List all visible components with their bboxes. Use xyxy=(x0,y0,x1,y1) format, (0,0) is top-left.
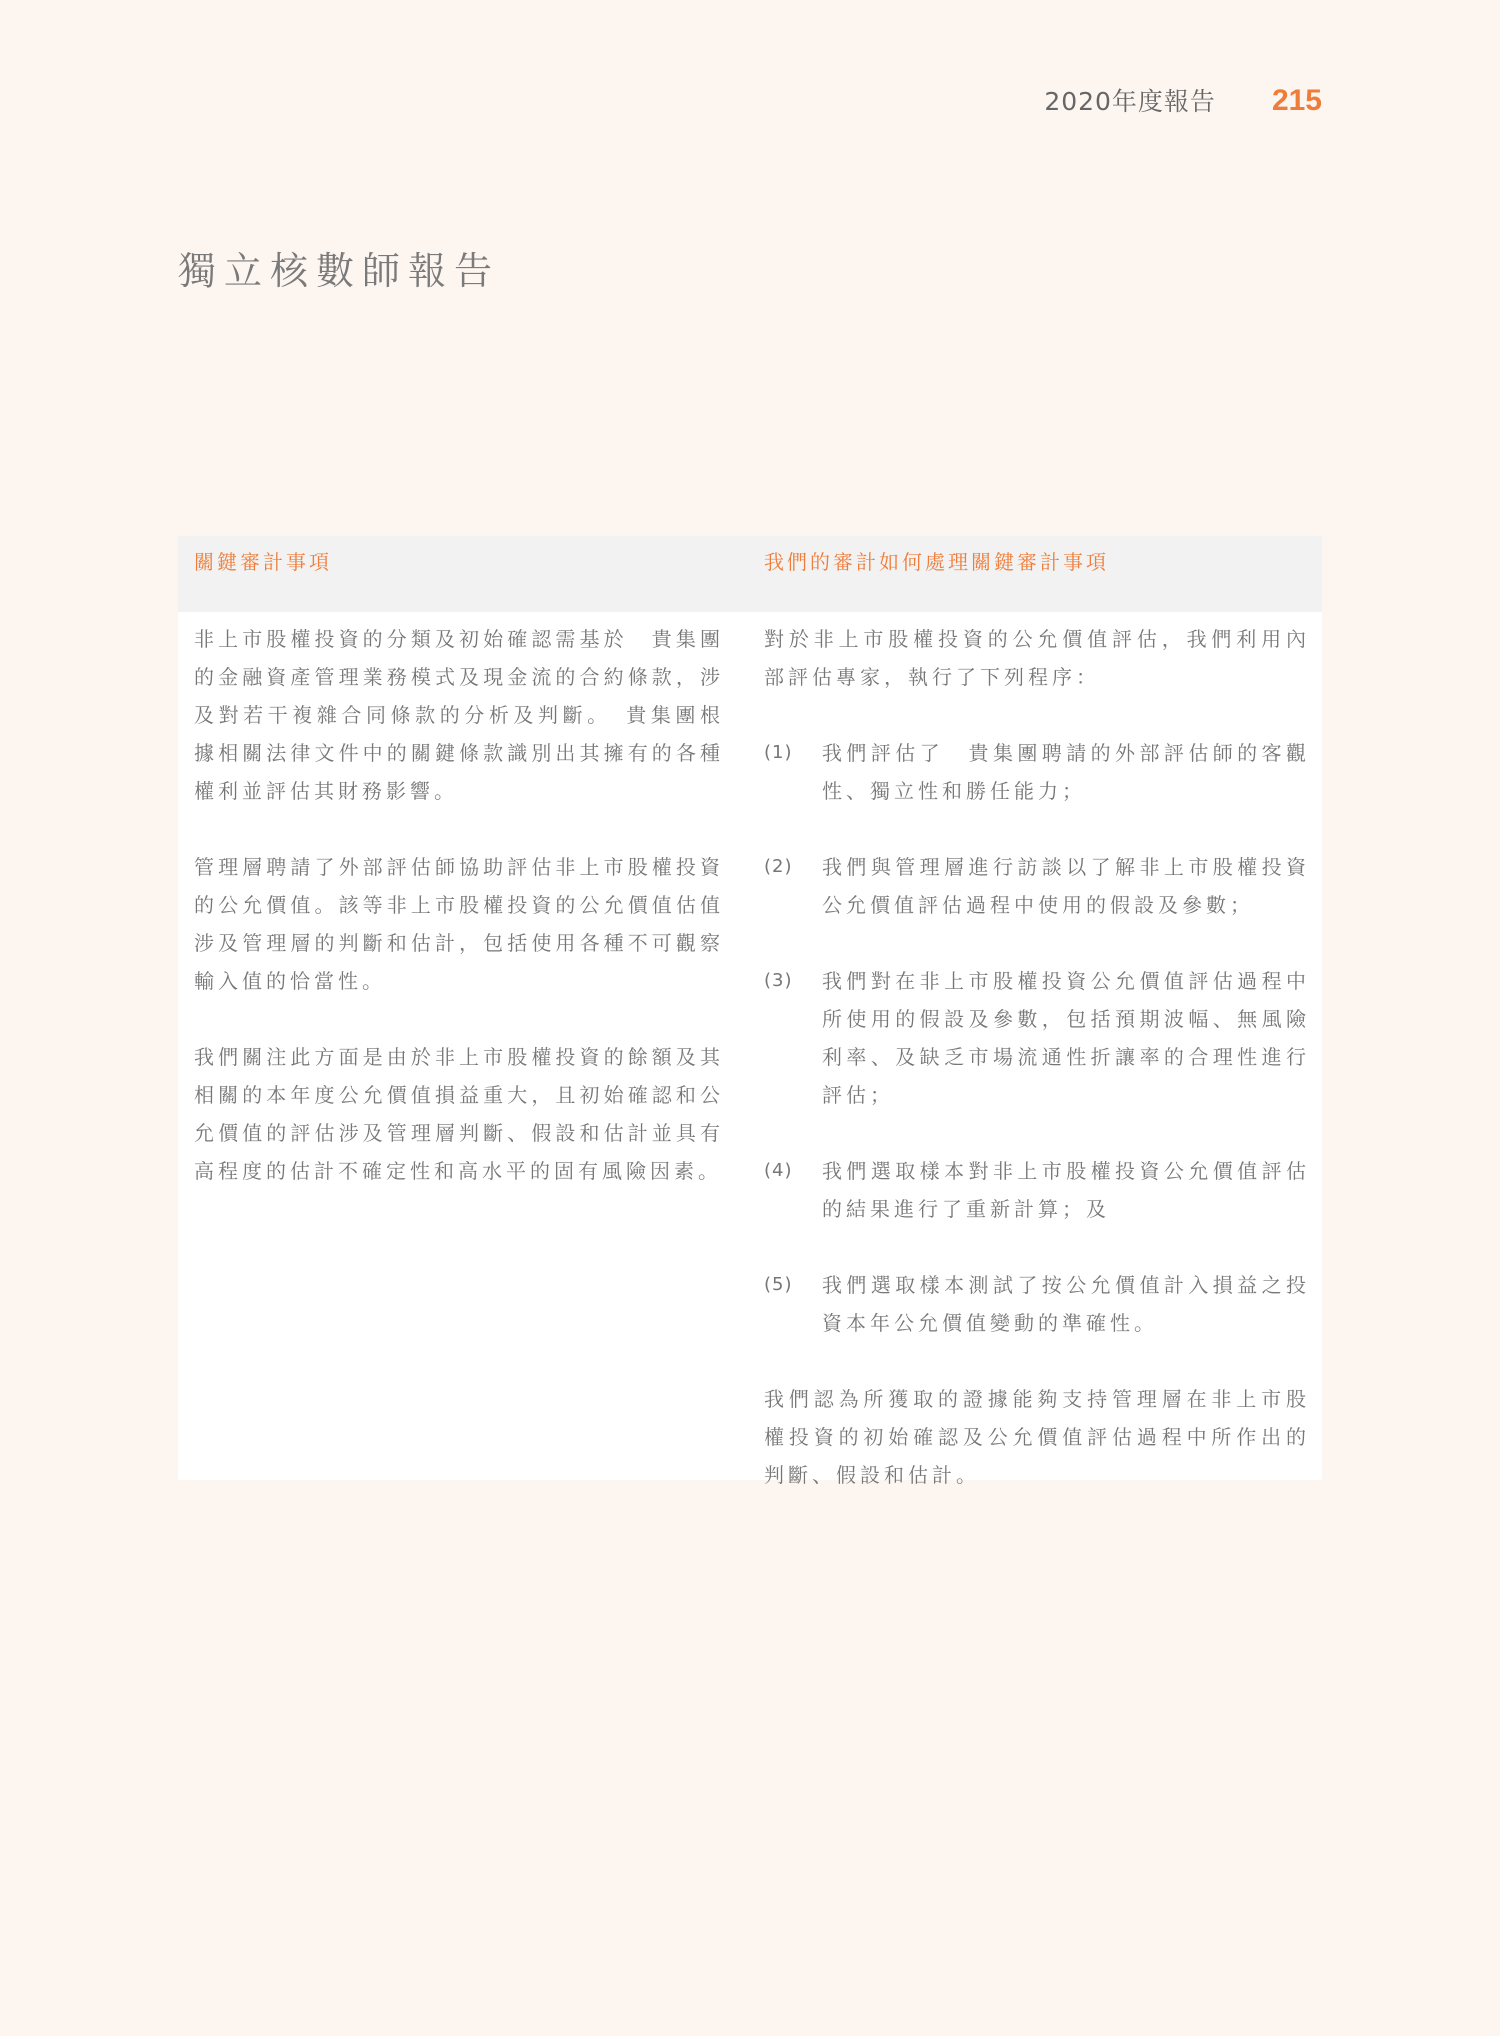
audit-conclusion: 我們認為所獲取的證據能夠支持管理層在非上市股權投資的初始確認及公允價值評估過程中所作出的判斷、假設和估計。 xyxy=(764,1387,1310,1487)
key-audit-matter-column xyxy=(194,620,724,1190)
procedure-text: 我們選取樣本對非上市股權投資公允價值評估的結果進行了重新計算；及 xyxy=(822,1159,1310,1221)
col-header-audit-response: 我們的審計如何處理關鍵審計事項 xyxy=(764,550,1109,574)
table-header-row xyxy=(178,536,1322,612)
procedure-number: (2) xyxy=(764,856,793,877)
procedure-text: 我們選取樣本測試了按公允價值計入損益之投資本年公允價值變動的準確性。 xyxy=(822,1273,1310,1335)
key-audit-matters-table xyxy=(178,536,1322,1487)
procedure-item xyxy=(764,1152,1310,1228)
col-header-key-audit-matter: 關鍵審計事項 xyxy=(194,550,332,574)
page-number: 215 xyxy=(1271,84,1322,117)
page-title: 獨立核數師報告 xyxy=(178,249,501,293)
procedure-item xyxy=(764,1266,1310,1342)
procedures-intro: 對於非上市股權投資的公允價值評估，我們利用內部評估專家，執行了下列程序： xyxy=(764,627,1310,689)
report-year: 2020年度報告 xyxy=(1044,87,1216,116)
matter-paragraph: 我們關注此方面是由於非上市股權投資的餘額及其相關的本年度公允價值損益重大，且初始確認和公允價值的評估涉及管理層判斷、假設和估計並具有高程度的估計不確定性和高水平的固有風險因素。 xyxy=(194,1045,724,1183)
procedure-number: (3) xyxy=(764,970,793,991)
matter-paragraph: 非上市股權投資的分類及初始確認需基於 貴集團的金融資產管理業務模式及現金流的合約條款，涉及對若干複雜合同條款的分析及判斷。 貴集團根據相關法律文件中的關鍵條款識別出其擁有的各種權利並評估其財務影響。 xyxy=(194,627,724,803)
procedure-item xyxy=(764,848,1310,924)
procedure-item xyxy=(764,962,1310,1114)
procedure-number: (5) xyxy=(764,1274,793,1295)
procedure-item xyxy=(764,734,1310,810)
procedure-text: 我們評估了 貴集團聘請的外部評估師的客觀性、獨立性和勝任能力； xyxy=(822,741,1310,803)
page-header xyxy=(1044,82,1322,118)
matter-paragraph: 管理層聘請了外部評估師協助評估非上市股權投資的公允價值。該等非上市股權投資的公允價值估值涉及管理層的判斷和估計，包括使用各種不可觀察輸入值的恰當性。 xyxy=(194,855,724,993)
procedure-number: (4) xyxy=(764,1160,793,1181)
procedure-text: 我們對在非上市股權投資公允價值評估過程中所使用的假設及參數，包括預期波幅、無風險利率、及缺乏市場流通性折讓率的合理性進行評估； xyxy=(822,969,1310,1107)
procedure-number: (1) xyxy=(764,742,793,763)
procedure-text: 我們與管理層進行訪談以了解非上市股權投資公允價值評估過程中使用的假設及參數； xyxy=(822,855,1310,917)
audit-response-column xyxy=(764,620,1310,1494)
